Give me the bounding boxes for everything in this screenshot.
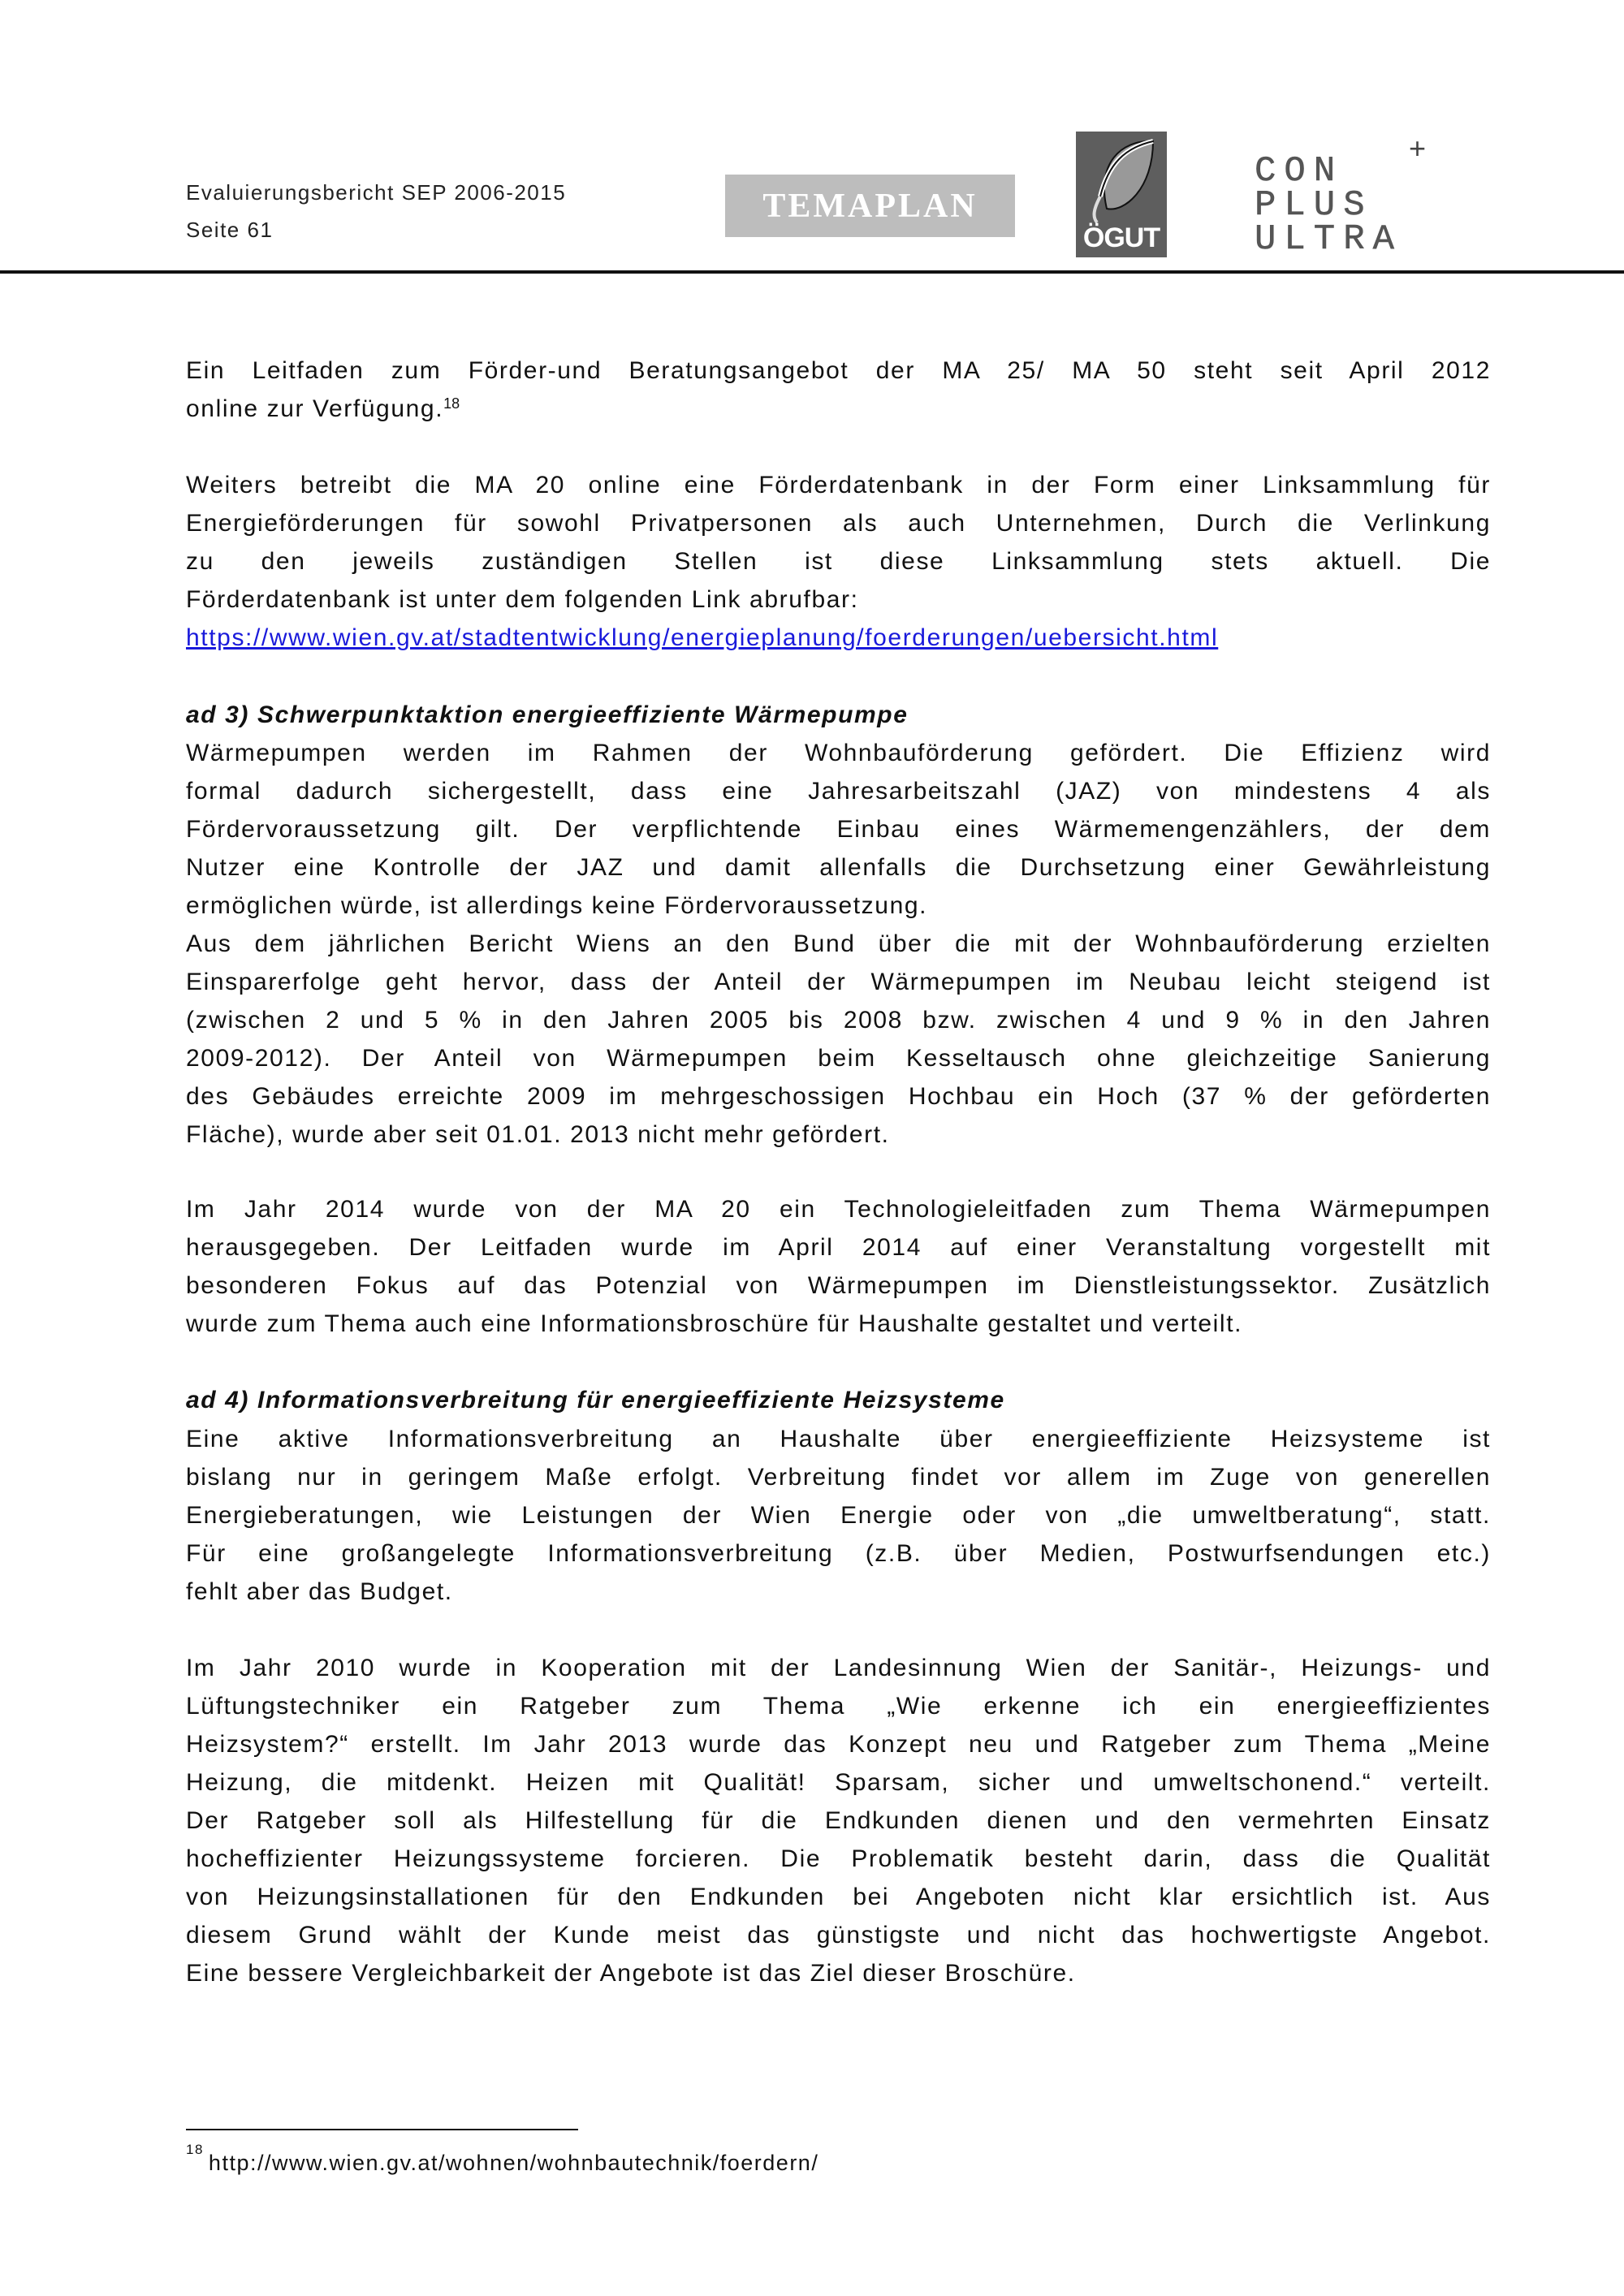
link-line	[186, 619, 1491, 657]
text-line: Fördervoraussetzung gilt. Der verpflichtende Einbau eines Wärmemengenzählers, der dem	[186, 816, 1491, 843]
section-heading: ad 4) Informationsverbreitung für energieeffiziente Heizsysteme	[186, 1387, 1005, 1413]
logo-line: CON	[1255, 151, 1344, 192]
ogut-logo-text: ÖGUT	[1082, 222, 1160, 253]
footnote-reference[interactable]: 18	[443, 395, 460, 412]
text-line: wurde zum Thema auch eine Informationsbroschüre für Haushalte gestaltet und verteilt.	[186, 1310, 1243, 1337]
text-line: Heizsystem?“ erstellt. Im Jahr 2013 wurde das Konzept neu und Ratgeber zum Thema „Meine	[186, 1731, 1491, 1758]
text-line: Nutzer eine Kontrolle der JAZ und damit allenfalls die Durchsetzung einer Gewährleistung	[186, 854, 1491, 881]
text-line: Lüftungstechniker ein Ratgeber zum Thema „Wie erkenne ich ein energieeffizientes	[186, 1693, 1491, 1720]
footnote-number: 18	[186, 2142, 204, 2157]
footnote-divider	[186, 2129, 578, 2130]
text-line: von Heizungsinstallationen für den Endkunden bei Angeboten nicht klar ersichtlich ist. Aus	[186, 1884, 1491, 1910]
plus-icon: +	[1409, 132, 1427, 165]
line-text: online zur Verfügung.	[186, 395, 444, 422]
text-line: Energieberatungen, wie Leistungen der Wien Energie oder von „die umweltberatung“, statt.	[186, 1502, 1491, 1529]
text-line: diesem Grund wählt der Kunde meist das günstigste und nicht das hochwertigste Angebot.	[186, 1922, 1491, 1949]
text-line: Für eine großangelegte Informationsverbreitung (z.B. über Medien, Postwurfsendungen etc.)	[186, 1540, 1491, 1567]
text-line: zu den jeweils zuständigen Stellen ist diese Linksammlung stets aktuell. Die	[186, 548, 1491, 575]
logo-line: PLUS	[1255, 185, 1373, 226]
ogut-logo	[1076, 132, 1167, 257]
text-line: Der Ratgeber soll als Hilfestellung für die Endkunden dienen und den vermehrten Einsatz	[186, 1807, 1491, 1834]
text-line: Fläche), wurde aber seit 01.01. 2013 nicht mehr gefördert.	[186, 1121, 890, 1148]
text-line: (zwischen 2 und 5 % in den Jahren 2005 bis 2008 bzw. zwischen 4 und 9 % in den Jahren	[186, 1007, 1491, 1034]
text-line: Wärmepumpen werden im Rahmen der Wohnbauförderung gefördert. Die Effizienz wird	[186, 740, 1491, 766]
text-line: Energieförderungen für sowohl Privatpersonen als auch Unternehmen, Durch die Verlinkung	[186, 510, 1491, 537]
text-line: Eine aktive Informationsverbreitung an Haushalte über energieeffiziente Heizsysteme ist	[186, 1426, 1491, 1452]
text-line	[186, 390, 1491, 428]
text-line: Einsparerfolge geht hervor, dass der Anteil der Wärmepumpen im Neubau leicht steigend ist	[186, 969, 1491, 995]
text-line: Im Jahr 2014 wurde von der MA 20 ein Technologieleitfaden zum Thema Wärmepumpen	[186, 1196, 1491, 1223]
logo-line: ULTRA	[1255, 219, 1403, 260]
text-line: herausgegeben. Der Leitfaden wurde im April 2014 auf einer Veranstaltung vorgestellt mit	[186, 1234, 1491, 1261]
text-line: fehlt aber das Budget.	[186, 1578, 453, 1605]
text-line: Eine bessere Vergleichbarkeit der Angebote ist das Ziel dieser Broschüre.	[186, 1960, 1076, 1987]
text-line: Ein Leitfaden zum Förder-und Beratungsangebot der MA 25/ MA 50 steht seit April 2012	[186, 357, 1491, 384]
text-line: formal dadurch sichergestellt, dass eine Jahresarbeitszahl (JAZ) von mindestens 4 als	[186, 778, 1491, 805]
foerderdatenbank-link[interactable]: https://www.wien.gv.at/stadtentwicklung/energieplanung/foerderungen/uebersicht.html	[186, 624, 1219, 651]
leaf-icon	[1076, 132, 1167, 229]
temaplan-logo-text: TEMAPLAN	[762, 187, 978, 225]
text-line: bislang nur in geringem Maße erfolgt. Verbreitung findet vor allem im Zuge von generellen	[186, 1464, 1491, 1491]
text-line: 2009-2012). Der Anteil von Wärmepumpen beim Kesseltausch ohne gleichzeitige Sanierung	[186, 1045, 1491, 1072]
footnote-link[interactable]: http://www.wien.gv.at/wohnen/wohnbautechnik/foerdern/	[208, 2151, 819, 2175]
header-divider	[0, 270, 1624, 274]
text-line: des Gebäudes erreichte 2009 im mehrgeschossigen Hochbau ein Hoch (37 % der geförderten	[186, 1083, 1491, 1110]
text-line: besonderen Fokus auf das Potenzial von Wärmepumpen im Dienstleistungssektor. Zusätzlich	[186, 1272, 1491, 1299]
text-line: Förderdatenbank ist unter dem folgenden Link abrufbar:	[186, 586, 859, 613]
footnote	[186, 2142, 819, 2176]
conplusultra-logo	[1255, 151, 1449, 260]
text-line: Im Jahr 2010 wurde in Kooperation mit der Landesinnung Wien der Sanitär-, Heizungs- und	[186, 1655, 1491, 1681]
report-title: Evaluierungsbericht SEP 2006-2015	[186, 180, 567, 205]
page-number: Seite 61	[186, 218, 274, 242]
text-line: hocheffizienter Heizungssysteme forcieren. Die Problematik besteht darin, dass die Qualität	[186, 1845, 1491, 1872]
section-heading: ad 3) Schwerpunktaktion energieeffiziente Wärmepumpe	[186, 701, 909, 728]
text-line: Weiters betreibt die MA 20 online eine Förderdatenbank in der Form einer Linksammlung für	[186, 472, 1491, 498]
text-line: Aus dem jährlichen Bericht Wiens an den Bund über die mit der Wohnbauförderung erzielten	[186, 930, 1491, 957]
temaplan-logo	[725, 175, 1015, 237]
text-line: Heizung, die mitdenkt. Heizen mit Qualität! Sparsam, sicher und umweltschonend.“ verteilt.	[186, 1769, 1491, 1796]
text-line: ermöglichen würde, ist allerdings keine Fördervoraussetzung.	[186, 892, 928, 919]
